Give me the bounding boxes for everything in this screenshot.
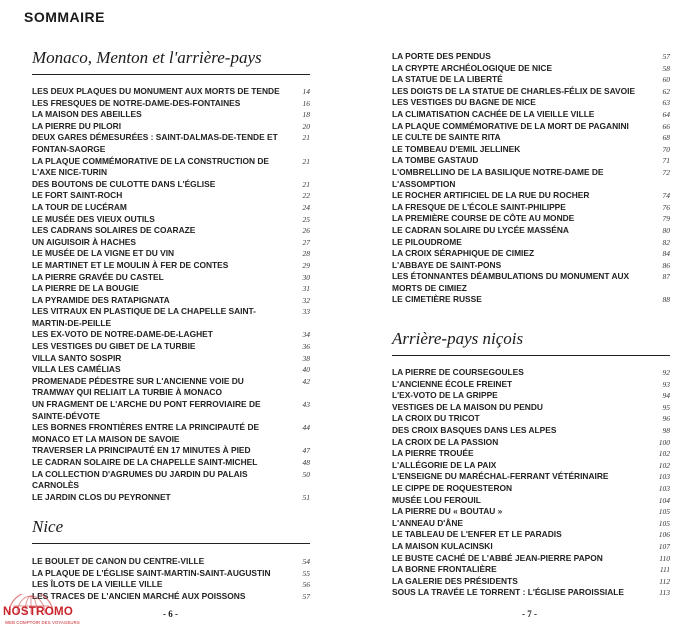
toc-entry bbox=[392, 460, 670, 472]
toc-entry-title: LA PLAQUE COMMÉMORATIVE DE LA MORT DE PAGANINI bbox=[392, 120, 629, 131]
toc-entry-title: L'ENSEIGNE DU MARÉCHAL-FERRANT VÉTÉRINAIRE bbox=[392, 471, 609, 482]
toc-entry-page: 107 bbox=[658, 541, 670, 551]
page-number-left: - 6 - bbox=[163, 609, 178, 619]
toc-entry bbox=[32, 98, 310, 110]
toc-entry-title: LES DEUX PLAQUES DU MONUMENT AUX MORTS DE TENDE bbox=[32, 86, 280, 96]
toc-entry-title: L'OMBRELLINO DE LA BASILIQUE NOTRE-DAME DE L'ASSOMPTION bbox=[392, 166, 604, 189]
toc-entry bbox=[32, 109, 310, 121]
toc-entry bbox=[392, 260, 670, 272]
toc-entry-page: 48 bbox=[302, 458, 310, 467]
toc-entry-page: 44 bbox=[302, 423, 310, 433]
toc-entry-title: LES TRACES DE L'ANCIEN MARCHÉ AUX POISSONS bbox=[32, 590, 246, 601]
toc-entry-title: DEUX GARES DÉMESURÉES : SAINT-DALMAS-DE-TENDE ET FONTAN-SAORGE bbox=[32, 132, 278, 154]
toc-entry-page: 54 bbox=[302, 557, 310, 566]
toc-entry bbox=[32, 329, 310, 341]
toc-entry bbox=[32, 306, 310, 329]
toc-entry bbox=[392, 529, 670, 541]
toc-entry bbox=[392, 564, 670, 576]
toc-entry-page: 18 bbox=[302, 110, 310, 120]
toc-list-monaco bbox=[32, 86, 310, 503]
toc-entry bbox=[392, 437, 670, 449]
toc-entry-title: LA PIERRE DE COURSEGOULES bbox=[392, 367, 524, 377]
toc-entry-title: VILLA SANTO SOSPIR bbox=[32, 352, 122, 363]
toc-entry-page: 102 bbox=[658, 449, 670, 459]
toc-entry-title: L'ABBAYE DE SAINT-PONS bbox=[392, 259, 502, 270]
toc-entry bbox=[392, 190, 670, 202]
toc-entry-title: LA BORNE FRONTALIÈRE bbox=[392, 564, 497, 575]
toc-entry-page: 47 bbox=[302, 446, 310, 456]
toc-entry-page: 71 bbox=[662, 156, 670, 166]
toc-entry-title: LA PIERRE GRAVÉE DU CASTEL bbox=[32, 271, 164, 282]
toc-entry-title: L'ALLÉGORIE DE LA PAIX bbox=[392, 459, 497, 470]
toc-entry bbox=[392, 518, 670, 530]
toc-entry-page: 21 bbox=[302, 133, 310, 143]
toc-entry bbox=[32, 190, 310, 202]
toc-entry bbox=[32, 225, 310, 237]
toc-entry bbox=[32, 214, 310, 226]
toc-entry-page: 96 bbox=[662, 414, 670, 424]
logo-tagline: WEB COMPTOIR DES VOYAGEURS bbox=[5, 620, 80, 625]
toc-entry bbox=[32, 121, 310, 133]
toc-entry bbox=[392, 109, 670, 121]
toc-entry-page: 98 bbox=[662, 425, 670, 435]
toc-entry-page: 57 bbox=[302, 591, 310, 601]
toc-entry-page: 82 bbox=[662, 237, 670, 247]
toc-entry bbox=[392, 167, 670, 190]
toc-entry-title: LA TOUR DE LUCÉRAM bbox=[32, 201, 127, 212]
toc-entry-title: LES DOIGTS DE LA STATUE DE CHARLES-FÉLIX DE SAVOIE bbox=[392, 85, 636, 96]
toc-list-arriere-pays bbox=[392, 367, 670, 599]
toc-entry-title: DES CROIX BASQUES DANS LES ALPES bbox=[392, 424, 557, 435]
toc-entry bbox=[32, 556, 310, 568]
toc-entry-title: DES BOUTONS DE CULOTTE DANS L'ÉGLISE bbox=[32, 178, 216, 189]
toc-entry bbox=[392, 63, 670, 75]
toc-entry bbox=[392, 51, 670, 63]
toc-entry-title: LE CIPPE DE ROQUESTERON bbox=[392, 482, 513, 493]
toc-entry bbox=[392, 367, 670, 379]
toc-entry-page: 26 bbox=[302, 226, 310, 236]
toc-entry-title: LA TOMBE GASTAUD bbox=[392, 155, 479, 166]
toc-entry-title: LES ÉTONNANTES DÉAMBULATIONS DU MONUMENT AUX MORTS DE CIMIEZ bbox=[392, 271, 630, 293]
toc-entry bbox=[392, 74, 670, 86]
toc-entry bbox=[392, 471, 670, 483]
toc-entry-page: 38 bbox=[302, 353, 310, 363]
toc-entry-page: 87 bbox=[662, 272, 670, 282]
toc-entry bbox=[392, 97, 670, 109]
page-title: SOMMAIRE bbox=[24, 9, 105, 25]
toc-entry-page: 64 bbox=[662, 109, 670, 119]
toc-entry-title: LE MUSÉE DE LA VIGNE ET DU VIN bbox=[32, 248, 175, 259]
toc-entry-title: LES VITRAUX EN PLASTIQUE DE LA CHAPELLE SAINT-MARTIN-DE-PEILLE bbox=[32, 306, 256, 328]
toc-entry-page: 50 bbox=[302, 469, 310, 479]
toc-entry-page: 86 bbox=[662, 260, 670, 270]
toc-entry bbox=[32, 260, 310, 272]
toc-entry bbox=[392, 413, 670, 425]
toc-entry-page: 31 bbox=[302, 284, 310, 294]
toc-entry bbox=[32, 422, 310, 445]
toc-entry-title: LA GALERIE DES PRÉSIDENTS bbox=[392, 575, 518, 586]
toc-entry-page: 93 bbox=[662, 379, 670, 389]
toc-entry-title: UN FRAGMENT DE L'ARCHE DU PONT FERROVIAIRE DE SAINTE-DÉVOTE bbox=[32, 399, 261, 421]
toc-entry-title: LE TABLEAU DE L'ENFER ET LE PARADIS bbox=[392, 529, 562, 540]
toc-entry-title: LE BUSTE CACHÉ DE L'ABBÉ JEAN-PIERRE PAPON bbox=[392, 552, 603, 563]
toc-entry-title: LE TOMBEAU D'EMIL JELLINEK bbox=[392, 143, 521, 154]
toc-entry-page: 24 bbox=[302, 202, 310, 212]
toc-entry bbox=[392, 237, 670, 249]
toc-entry-page: 62 bbox=[662, 86, 670, 96]
nostromo-logo bbox=[3, 594, 91, 631]
toc-entry-page: 72 bbox=[662, 167, 670, 177]
toc-entry bbox=[392, 86, 670, 98]
toc-entry-page: 22 bbox=[302, 191, 310, 201]
section-title-nice: Nice bbox=[32, 517, 310, 544]
toc-entry-title: LE ROCHER ARTIFICIEL DE LA RUE DU ROCHER bbox=[392, 190, 590, 201]
toc-entry-page: 74 bbox=[662, 191, 670, 201]
toc-entry-page: 16 bbox=[302, 98, 310, 108]
toc-entry-title: LE CADRAN SOLAIRE DE LA CHAPELLE SAINT-MICHEL bbox=[32, 457, 258, 467]
toc-entry-page: 14 bbox=[302, 87, 310, 96]
toc-entry bbox=[32, 399, 310, 422]
toc-entry-title: LA PORTE DES PENDUS bbox=[392, 51, 491, 61]
toc-entry-title: LA PIERRE DU « BOUTAU » bbox=[392, 506, 503, 517]
toc-entry bbox=[392, 506, 670, 518]
toc-entry bbox=[392, 495, 670, 507]
toc-entry-page: 102 bbox=[658, 460, 670, 470]
toc-entry-title: L'EX-VOTO DE LA GRIPPE bbox=[392, 390, 498, 401]
toc-entry bbox=[32, 248, 310, 260]
toc-entry bbox=[32, 445, 310, 457]
toc-entry-page: 88 bbox=[662, 295, 670, 305]
toc-entry-page: 94 bbox=[662, 391, 670, 401]
toc-entry-page: 20 bbox=[302, 121, 310, 131]
toc-entry-page: 55 bbox=[302, 568, 310, 578]
toc-entry-title: TRAVERSER LA PRINCIPAUTÉ EN 17 MINUTES À PIED bbox=[32, 445, 251, 456]
toc-entry bbox=[32, 202, 310, 214]
toc-entry-title: LA STATUE DE LA LIBERTÉ bbox=[392, 74, 503, 85]
toc-entry-page: 113 bbox=[659, 588, 670, 598]
toc-entry-page: 111 bbox=[659, 565, 670, 575]
toc-entry-page: 110 bbox=[659, 553, 670, 563]
toc-entry-page: 32 bbox=[302, 295, 310, 305]
toc-entry bbox=[32, 492, 310, 504]
toc-entry bbox=[392, 402, 670, 414]
toc-entry-title: LA PIERRE DE LA BOUGIE bbox=[32, 283, 139, 294]
toc-entry-page: 80 bbox=[662, 225, 670, 235]
toc-entry-title: LA MAISON KULACINSKI bbox=[392, 540, 493, 551]
toc-entry-page: 56 bbox=[302, 580, 310, 590]
toc-entry-page: 21 bbox=[302, 179, 310, 189]
toc-entry-title: LE CADRAN SOLAIRE DU LYCÉE MASSÉNA bbox=[392, 224, 569, 235]
toc-entry-title: LES BORNES FRONTIÈRES ENTRE LA PRINCIPAUTÉ DE MONACO ET LA MAISON DE SAVOIE bbox=[32, 422, 260, 444]
toc-entry bbox=[32, 156, 310, 179]
section-title-monaco: Monaco, Menton et l'arrière-pays bbox=[32, 48, 310, 75]
toc-entry bbox=[32, 179, 310, 191]
toc-entry-title: LA MAISON DES ABEILLES bbox=[32, 109, 142, 120]
toc-entry-page: 104 bbox=[658, 495, 670, 505]
toc-list-nice-continued bbox=[392, 51, 670, 306]
toc-entry-title: L'ANCIENNE ÉCOLE FREINET bbox=[392, 378, 513, 389]
toc-entry-title: LE CULTE DE SAINTE RITA bbox=[392, 132, 501, 143]
toc-entry bbox=[392, 587, 670, 599]
toc-entry-page: 30 bbox=[302, 272, 310, 282]
toc-entry-title: LE MUSÉE DES VIEUX OUTILS bbox=[32, 213, 155, 224]
toc-entry bbox=[32, 283, 310, 295]
toc-entry-title: LA CROIX DE LA PASSION bbox=[392, 436, 499, 447]
toc-entry bbox=[392, 271, 670, 294]
toc-entry bbox=[392, 483, 670, 495]
toc-entry-title: LA PIERRE DU PILORI bbox=[32, 120, 122, 131]
toc-entry-title: LES VESTIGES DU BAGNE DE NICE bbox=[392, 97, 536, 108]
toc-entry bbox=[392, 576, 670, 588]
toc-entry bbox=[32, 132, 310, 155]
toc-entry-title: LA PIERRE TROUÉE bbox=[392, 448, 474, 459]
toc-entry-page: 42 bbox=[302, 376, 310, 386]
toc-entry-title: LA FRESQUE DE L'ÉCOLE SAINT-PHILIPPE bbox=[392, 201, 566, 212]
toc-entry-page: 29 bbox=[302, 260, 310, 270]
toc-entry-page: 84 bbox=[662, 249, 670, 259]
toc-entry-title: LES CADRANS SOLAIRES DE COARAZE bbox=[32, 225, 196, 236]
toc-entry bbox=[32, 86, 310, 98]
toc-entry-title: LA COLLECTION D'AGRUMES DU JARDIN DU PALAIS CARNOLÈS bbox=[32, 468, 248, 491]
toc-entry-page: 40 bbox=[302, 365, 310, 375]
toc-entry-page: 112 bbox=[659, 576, 670, 586]
toc-entry bbox=[392, 379, 670, 391]
toc-entry-title: LA PLAQUE DE L'ÉGLISE SAINT-MARTIN-SAINT-AUGUSTIN bbox=[32, 567, 271, 578]
toc-entry-title: LES ÎLOTS DE LA VIEILLE VILLE bbox=[32, 579, 163, 590]
toc-entry bbox=[392, 121, 670, 133]
toc-entry-title: LES VESTIGES DU GIBET DE LA TURBIE bbox=[32, 341, 196, 352]
toc-entry-page: 92 bbox=[662, 368, 670, 377]
toc-entry-page: 51 bbox=[302, 492, 310, 502]
toc-entry-page: 60 bbox=[662, 75, 670, 85]
toc-entry bbox=[392, 132, 670, 144]
toc-entry-page: 57 bbox=[662, 52, 670, 61]
toc-entry-title: PROMENADE PÉDESTRE SUR L'ANCIENNE VOIE DU TRAMWAY QUI RELIAIT LA TURBIE À MONACO bbox=[32, 375, 244, 398]
toc-entry-page: 106 bbox=[658, 530, 670, 540]
toc-entry bbox=[32, 376, 310, 399]
toc-entry-page: 27 bbox=[302, 237, 310, 247]
toc-entry bbox=[32, 341, 310, 353]
toc-entry-page: 100 bbox=[658, 437, 670, 447]
toc-entry bbox=[32, 579, 310, 591]
toc-entry bbox=[392, 294, 670, 306]
toc-entry-title: VESTIGES DE LA MAISON DU PENDU bbox=[392, 401, 543, 412]
toc-entry bbox=[32, 272, 310, 284]
toc-entry bbox=[32, 237, 310, 249]
toc-entry-page: 63 bbox=[662, 98, 670, 108]
toc-entry-title: LE CIMETIÈRE RUSSE bbox=[392, 294, 482, 305]
toc-entry-title: UN AIGUISOIR À HACHES bbox=[32, 236, 136, 247]
toc-entry-page: 105 bbox=[658, 507, 670, 517]
toc-entry-title: L'ANNEAU D'ÂNE bbox=[392, 517, 463, 528]
toc-entry-page: 25 bbox=[302, 214, 310, 224]
toc-entry-title: LES FRESQUES DE NOTRE-DAME-DES-FONTAINES bbox=[32, 97, 241, 108]
toc-entry bbox=[392, 155, 670, 167]
toc-entry-page: 105 bbox=[658, 518, 670, 528]
toc-entry-page: 34 bbox=[302, 330, 310, 340]
toc-entry-page: 70 bbox=[662, 144, 670, 154]
toc-entry-title: LE PILOUDROME bbox=[392, 236, 462, 247]
toc-entry bbox=[392, 225, 670, 237]
toc-entry-title: VILLA LES CAMÉLIAS bbox=[32, 364, 121, 375]
toc-entry-page: 103 bbox=[658, 472, 670, 482]
toc-entry bbox=[392, 390, 670, 402]
section-title-arriere-pays-nicois: Arrière-pays niçois bbox=[392, 329, 670, 356]
toc-entry-page: 66 bbox=[662, 121, 670, 131]
toc-entry-title: SOUS LA TRAVÉE LE TORRENT : L'ÉGLISE PAROISSIALE bbox=[392, 587, 625, 598]
toc-entry-title: LA PYRAMIDE DES RATAPIGNATA bbox=[32, 294, 170, 305]
toc-entry-page: 68 bbox=[662, 133, 670, 143]
toc-entry bbox=[32, 457, 310, 469]
toc-entry bbox=[392, 144, 670, 156]
toc-entry bbox=[32, 364, 310, 376]
toc-entry-page: 21 bbox=[302, 156, 310, 166]
toc-entry bbox=[392, 553, 670, 565]
toc-entry-page: 103 bbox=[658, 483, 670, 493]
toc-entry-title: LE MARTINET ET LE MOULIN À FER DE CONTES bbox=[32, 259, 229, 270]
logo-name: NOSTROMO bbox=[3, 606, 74, 618]
toc-entry-title: LA CLIMATISATION CACHÉE DE LA VIEILLE VILLE bbox=[392, 108, 595, 119]
toc-entry bbox=[392, 425, 670, 437]
toc-entry-page: 58 bbox=[662, 63, 670, 73]
toc-entry-title: LE JARDIN CLOS DU PEYRONNET bbox=[32, 491, 171, 502]
toc-entry bbox=[392, 202, 670, 214]
toc-entry-title: LE BOULET DE CANON DU CENTRE-VILLE bbox=[32, 556, 205, 566]
toc-entry-title: LES EX-VOTO DE NOTRE-DAME-DE-LAGHET bbox=[32, 329, 213, 340]
toc-entry bbox=[392, 213, 670, 225]
toc-entry-page: 28 bbox=[302, 249, 310, 259]
toc-entry-page: 43 bbox=[302, 400, 310, 410]
toc-entry-title: LA PREMIÈRE COURSE DE CÔTE AU MONDE bbox=[392, 213, 575, 224]
page-number-right: - 7 - bbox=[522, 609, 537, 619]
toc-entry bbox=[32, 469, 310, 492]
toc-entry-page: 79 bbox=[662, 214, 670, 224]
toc-entry bbox=[32, 353, 310, 365]
toc-entry-title: LE FORT SAINT-ROCH bbox=[32, 190, 123, 201]
toc-entry-title: LA CROIX DU TRICOT bbox=[392, 413, 480, 424]
toc-entry-title: LA CRYPTE ARCHÉOLOGIQUE DE NICE bbox=[392, 62, 553, 73]
toc-entry-title: MUSÉE LOU FEROUIL bbox=[392, 494, 481, 505]
toc-entry-title: LA CROIX SÉRAPHIQUE DE CIMIEZ bbox=[392, 248, 535, 259]
toc-entry bbox=[392, 448, 670, 460]
toc-entry-title: LA PLAQUE COMMÉMORATIVE DE LA CONSTRUCTION DE L'AXE NICE-TURIN bbox=[32, 155, 269, 178]
toc-entry bbox=[392, 248, 670, 260]
toc-entry bbox=[32, 295, 310, 307]
toc-entry-page: 33 bbox=[302, 307, 310, 317]
toc-entry-page: 95 bbox=[662, 402, 670, 412]
toc-entry-page: 36 bbox=[302, 342, 310, 352]
toc-entry-page: 76 bbox=[662, 202, 670, 212]
toc-entry bbox=[392, 541, 670, 553]
toc-entry bbox=[32, 568, 310, 580]
